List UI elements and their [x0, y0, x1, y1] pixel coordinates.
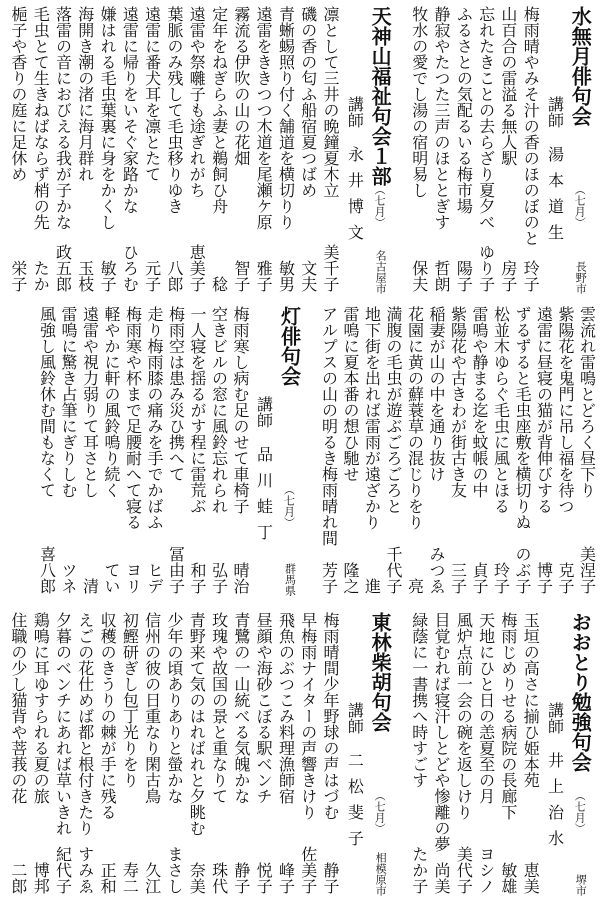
haiku-entry [163, 6, 184, 294]
haiku-text: 玉垣の高さに揃ひ姫本苑 [521, 612, 541, 788]
haiku-text: 飛魚のぶつこみ料理漁師宿 [276, 612, 296, 804]
group-title-column [278, 306, 306, 596]
haiku-text: 嫌はれる毛虫葉裏に身をかくし [98, 6, 118, 230]
haiku-author: 栄子 [8, 260, 28, 292]
haiku-author: すみゑ [75, 846, 95, 894]
haiku-entry [118, 612, 139, 896]
haiku-author: たか子 [409, 846, 429, 894]
haiku-entry [318, 306, 339, 596]
haiku-entry [29, 612, 50, 896]
haiku-entry [274, 612, 295, 896]
haiku-text: 定年をねぎらふ妻と鵜飼ひ舟 [209, 6, 229, 214]
haiku-author: 敏男 [276, 260, 296, 292]
haiku-author: 和子 [188, 562, 207, 594]
haiku-text: 山百合の雷溢る無人駅 [498, 6, 518, 166]
haiku-author: 佐美子 [298, 846, 318, 894]
haiku-text: 紫陽花や古きわが街古き友 [448, 306, 468, 498]
group-title-column [568, 612, 596, 896]
haiku-text: 稲妻が山の中を通り抜け [427, 306, 446, 482]
haiku-author: てい [102, 562, 121, 594]
haiku-text: 走り梅雨膝の痛みを手でかばふ [145, 306, 164, 530]
haiku-author: 三子 [448, 562, 468, 594]
teacher-label: 講師 [545, 96, 565, 128]
teacher-label: 講師 [345, 96, 365, 128]
group-month: （七月） [282, 484, 296, 528]
haiku-text: 雷鳴や静まる迄を蚊帳の中 [470, 306, 489, 498]
haiku-entry [319, 6, 340, 294]
haiku-entry [319, 612, 340, 896]
haiku-entry [185, 6, 206, 294]
haiku-text: ずるずると毛虫座敷を横切りぬ [513, 306, 532, 530]
haiku-entry [382, 306, 403, 596]
haiku-author: 稔 [209, 276, 229, 292]
haiku-entry [230, 612, 251, 896]
teacher-label: 講師 [545, 702, 565, 734]
haiku-author: 陽子 [454, 260, 474, 292]
haiku-entry [519, 612, 540, 896]
haiku-author: みつゑ [427, 546, 446, 594]
haiku-author: 元子 [142, 260, 162, 292]
haiku-author: のぶ子 [513, 546, 532, 594]
haiku-text: 少年の頃ありありと螢かな [164, 612, 184, 804]
haiku-text: 住職の少し猫背や菩莪の花 [8, 612, 28, 804]
haiku-author: まさし [164, 846, 184, 894]
haiku-entry [74, 6, 95, 294]
haiku-entry [185, 612, 206, 896]
haiku-text: えごの花仕めば都と根付きたり [75, 612, 95, 836]
haiku-entry [79, 306, 100, 596]
teacher-name: 品川蛙丁 [254, 446, 274, 550]
haiku-author: 保夫 [409, 260, 429, 292]
haiku-entry [511, 306, 532, 596]
group-month: （七月） [373, 184, 387, 228]
group-place: 相模原市 [374, 852, 388, 896]
tier-middle [6, 306, 596, 596]
teacher-column [251, 306, 277, 596]
group-month: （七月） [573, 184, 587, 228]
haiku-text: 磯の香の匂ふ船宿夏つばめ [298, 6, 318, 198]
teacher-label: 講師 [345, 702, 365, 734]
haiku-entry [274, 6, 295, 294]
haiku-author: 恵美 [521, 862, 541, 894]
haiku-author: 珠代 [209, 862, 229, 894]
haiku-author: 紀代子 [53, 846, 73, 894]
haiku-entry [118, 6, 139, 294]
group-spacer [397, 6, 407, 294]
haiku-author: 房子 [498, 260, 518, 292]
haiku-text: 目覚むれば寝汗しとどや惨離の夢 [432, 612, 452, 852]
haiku-text: 霧流る伊吹の山の花畑 [231, 6, 251, 166]
haiku-text: 満腹の毛虫が遊ぶごろごろと [384, 306, 403, 514]
haiku-author: 貞子 [470, 562, 489, 594]
divider-top [6, 300, 594, 301]
haiku-author: 博邦 [31, 862, 51, 894]
haiku-author: 哲朗 [432, 260, 452, 292]
haiku-entry [430, 612, 451, 896]
haiku-text: 青野来て気のはればれと夕眺む [187, 612, 207, 836]
teacher-label: 講師 [254, 396, 274, 428]
haiku-entry [576, 306, 597, 596]
haiku-text: 忘れたきことの去らざり夏夕べ [476, 6, 496, 230]
tier-top [6, 6, 596, 294]
haiku-text: 遠雷や視力弱りて耳さとし [80, 306, 100, 498]
haiku-author: ひろむ [120, 244, 140, 292]
group-place: 名古屋市 [374, 250, 388, 294]
haiku-author: 二郎 [8, 862, 28, 894]
haiku-entry [100, 306, 121, 596]
group-title: 天神山福祉句会１部 [368, 6, 393, 186]
haiku-author: ゆり子 [476, 244, 496, 292]
group-month: （七月） [573, 790, 587, 834]
haiku-entry [74, 612, 95, 896]
haiku-text: 風炉点前一会の碗を返しけり [454, 612, 474, 820]
haiku-text: 一人寝を揺るがす程に雷荒ぶ [188, 306, 207, 514]
haiku-author: 玲子 [521, 260, 541, 292]
haiku-text: 青蜥蜴照り付く舗道を横切りり [276, 6, 296, 230]
haiku-entry [96, 6, 117, 294]
haiku-text: 風強し風鈴休む間もなくて [37, 306, 57, 498]
haiku-text: 梅雨晴やみそ汁の香のほのぼのと [521, 6, 541, 246]
haiku-author: 美涅子 [577, 546, 597, 594]
haiku-entry [519, 6, 540, 294]
haiku-author: 芳子 [319, 562, 339, 594]
haiku-text: 地下街を出れば雷雨が遠ざかり [362, 306, 382, 530]
haiku-author: 弘子 [209, 562, 229, 594]
haiku-text: 雲流れ雷鳴とどろく昼下り [577, 306, 597, 498]
haiku-text: 初鰹研ぎし包丁光りをり [120, 612, 140, 788]
haiku-author: 美千子 [321, 244, 341, 292]
haiku-author: ヨシノ [476, 846, 496, 894]
haiku-text: 遠雷に番犬耳を凛とたて [142, 6, 162, 182]
haiku-entry [252, 6, 273, 294]
haiku-author: 玉枝 [75, 260, 95, 292]
haiku-text: 鶏鳴に耳ゆすられる夏の旅 [31, 612, 51, 804]
haiku-entry [51, 612, 72, 896]
haiku-entry [452, 612, 473, 896]
haiku-text: 松並木ゆらぐ毛虫に風とほる [491, 306, 511, 514]
teacher-column [341, 612, 367, 896]
haiku-entry [425, 306, 446, 596]
haiku-text: 凛として三井の晩鐘夏木立 [321, 6, 341, 198]
group-title: 灯俳句会 [277, 306, 302, 386]
haiku-entry [141, 612, 162, 896]
haiku-entry [57, 306, 78, 596]
haiku-entry [497, 6, 518, 294]
group-spacer [397, 612, 407, 896]
haiku-author: ヒデ [145, 562, 164, 594]
haiku-author: 亮 [405, 578, 425, 594]
tier-bottom [6, 612, 596, 896]
haiku-text: 花園に黄の蘚蓑草の混じりをり [405, 306, 425, 530]
haiku-text: 梅雨晴間少年野球の声はづむ [321, 612, 341, 820]
group-title: おおとり勉強句会 [568, 612, 593, 772]
haiku-text: 葉脈のみ残して毛虫移りゆき [164, 6, 184, 214]
teacher-column [341, 6, 367, 294]
haiku-author: 克子 [556, 562, 575, 594]
haiku-author: 雅子 [254, 260, 274, 292]
haiku-author: 玲子 [491, 562, 511, 594]
haiku-text: 遠雷に昼寝の猫が背伸びする [534, 306, 554, 514]
haiku-entry [297, 6, 318, 294]
haiku-author: たか [31, 260, 51, 292]
haiku-author: 敏雄 [498, 862, 518, 894]
haiku-entry [208, 6, 229, 294]
haiku-entry [141, 6, 162, 294]
haiku-author: 久江 [142, 862, 162, 894]
haiku-author: ヨリ [123, 562, 143, 594]
haiku-text: 梅雨じめりせる病院の長廊下 [498, 612, 518, 820]
haiku-entry [404, 306, 425, 596]
haiku-entry [163, 612, 184, 896]
haiku-entry [208, 306, 229, 596]
haiku-author: 晴治 [231, 562, 250, 594]
haiku-author: 敏子 [98, 260, 118, 292]
haiku-author: 進 [362, 578, 382, 594]
haiku-text: 夕暮のベンチにあれば草いきれ [53, 612, 73, 836]
haiku-text: 雷鳴に驚き占筆にぎりしむ [59, 306, 78, 498]
haiku-author: 千代子 [384, 546, 403, 594]
haiku-author: 静子 [321, 862, 341, 894]
haiku-author: 喜八郎 [37, 546, 57, 594]
haiku-text: 玫瑰や故国の景と重なりて [209, 612, 229, 804]
haiku-text: 遠雷に帰りをいそぐ家路かな [120, 6, 140, 214]
haiku-author: 正和 [98, 862, 118, 894]
haiku-entry [7, 612, 28, 896]
haiku-entry [29, 6, 50, 294]
haiku-author: 隆之 [341, 562, 360, 594]
haiku-author: 政五郎 [53, 244, 73, 292]
haiku-entry [297, 612, 318, 896]
haiku-author: 博子 [534, 562, 554, 594]
haiku-text: 青鷺の一山統べる気魄かな [231, 612, 251, 804]
haiku-entry [554, 306, 575, 596]
haiku-author: 八郎 [164, 260, 184, 292]
haiku-text: 昼顔や海砂こぼる駅ベンチ [254, 612, 274, 804]
divider-middle [6, 602, 594, 603]
haiku-entry [143, 306, 164, 596]
haiku-entry [430, 6, 451, 294]
haiku-author: 文夫 [298, 260, 318, 292]
group-title: 水無月俳句会 [568, 6, 593, 126]
haiku-text: 軽やかに軒の風鈴鳴り続く [102, 306, 121, 498]
haiku-entry [339, 306, 360, 596]
haiku-entry [490, 306, 511, 596]
haiku-entry [230, 6, 251, 294]
haiku-author: 恵美子 [187, 244, 207, 292]
haiku-text: 緑蔭に一書携へ時すごす [409, 612, 429, 788]
haiku-text: 落雷の音におびえる我が子かな [53, 6, 73, 230]
haiku-author: ツネ [59, 562, 78, 594]
haiku-text: 毛虫とて生きねばならず梢の先 [31, 6, 51, 230]
haiku-entry [165, 306, 186, 596]
haiku-entry [475, 612, 496, 896]
group-title: 東林柴胡句会 [368, 612, 393, 732]
haiku-text: 遠雷や祭囃子も途ぎれがち [187, 6, 207, 198]
haiku-text: 梔子や香りの庭に足休め [8, 6, 28, 182]
haiku-author: 尚美 [432, 862, 452, 894]
haiku-text: 空きビルの窓に風鈴忘れられ [209, 306, 229, 514]
haiku-entry [7, 6, 28, 294]
haiku-text: 信州の彼の日重なり閑古鳥 [142, 612, 162, 804]
teacher-column [542, 6, 568, 294]
group-spacer [307, 306, 317, 596]
haiku-author: 美代子 [454, 846, 474, 894]
haiku-entry [361, 306, 382, 596]
group-title-column [368, 612, 396, 896]
haiku-entry [208, 612, 229, 896]
teacher-name: 湯本道生 [545, 146, 565, 250]
haiku-text: 静寂やたつた三声のほととぎす [432, 6, 452, 230]
teacher-name: 井上治水 [545, 752, 565, 856]
haiku-author: 清 [80, 578, 100, 594]
haiku-entry [468, 306, 489, 596]
haiku-author: 峰子 [276, 862, 296, 894]
haiku-text: 紫陽花を鬼門に吊し福を待つ [556, 306, 575, 514]
haiku-text: 牧水の愛でし湯の宿明易し [409, 6, 429, 198]
haiku-entry [408, 6, 429, 294]
haiku-text: 梅雨寒や杯まで足腰耐へて寝る [123, 306, 143, 530]
haiku-text: 梅雨空は患み災ひ携へて [166, 306, 186, 482]
haiku-text: 海開き潮の渚に海月群れ [75, 6, 95, 182]
haiku-author: 静子 [231, 862, 251, 894]
haiku-text: ふるさとの気配るいる梅市場 [454, 6, 474, 214]
haiku-entry [51, 6, 72, 294]
haiku-entry [533, 306, 554, 596]
haiku-author: 冨由子 [166, 546, 186, 594]
teacher-name: 二松斐子 [345, 752, 365, 856]
haiku-text: 早梅雨ナイターの声響きけり [298, 612, 318, 820]
haiku-entry [452, 6, 473, 294]
haiku-author: 奈美 [187, 862, 207, 894]
teacher-column [542, 612, 568, 896]
haiku-entry [122, 306, 143, 596]
teacher-name: 永井博文 [345, 146, 365, 250]
haiku-entry [497, 612, 518, 896]
group-place: 堺市 [574, 874, 588, 896]
haiku-entry [96, 612, 117, 896]
haiku-author: 寿二 [120, 862, 140, 894]
haiku-text: 梅雨寒し病む足のせて車椅子 [231, 306, 250, 514]
haiku-author: 悦子 [254, 862, 274, 894]
haiku-entry [229, 306, 250, 596]
haiku-entry [447, 306, 468, 596]
group-place: 群馬県 [283, 563, 297, 596]
haiku-text: 収穫のきうりの棘が手に残る [98, 612, 118, 820]
haiku-entry [475, 6, 496, 294]
haiku-entry [252, 612, 273, 896]
group-title-column [568, 6, 596, 294]
group-title-column [368, 6, 396, 294]
haiku-text: 遠雷をききつつ木道を尾瀬ケ原 [254, 6, 274, 230]
group-month: （七月） [373, 790, 387, 834]
haiku-text: 雷鳴に夏本番の想ひ馳せ [341, 306, 360, 482]
haiku-entry [186, 306, 207, 596]
haiku-entry [408, 612, 429, 896]
group-place: 長野市 [574, 261, 588, 294]
haiku-text: 天地にひと日の恙夏至の月 [476, 612, 496, 804]
haiku-author: 智子 [231, 260, 251, 292]
haiku-entry [36, 306, 57, 596]
haiku-text: アルプスの山の明るき梅雨晴れ間 [319, 306, 339, 546]
